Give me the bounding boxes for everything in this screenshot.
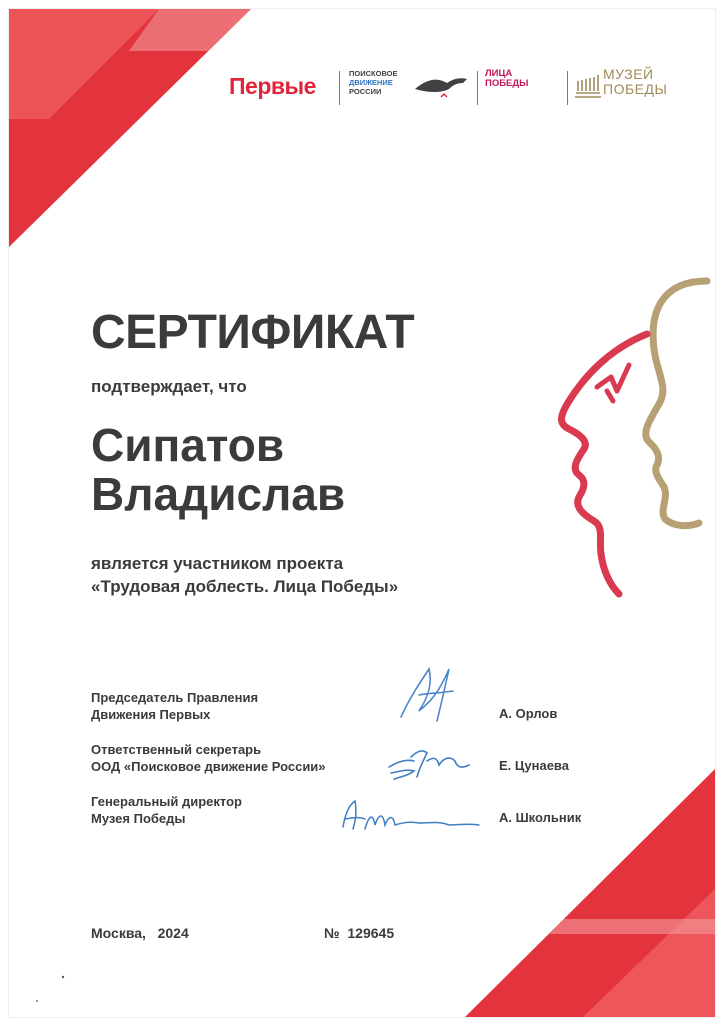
partner-logos	[223, 65, 693, 113]
signatory-row	[91, 793, 631, 845]
participation-statement	[91, 552, 398, 598]
signatory-role-line1: Генеральный директор	[91, 794, 242, 809]
logo-separator	[567, 71, 568, 105]
logo-muzei-line2: ПОБЕДЫ	[603, 81, 668, 97]
logo-poisk-line3: РОССИИ	[349, 87, 382, 96]
signatory-row	[91, 689, 631, 741]
signatory-role-line1: Ответственный секретарь	[91, 742, 262, 757]
participation-line1: является участником проекта	[91, 554, 344, 573]
bottom-right-pink-stripe	[549, 919, 715, 934]
logo-muzei-pobedy	[603, 67, 667, 97]
red-profile-line	[562, 334, 648, 594]
gold-profile-line	[646, 281, 707, 526]
logo-lica-line1: ЛИЦА	[485, 68, 513, 79]
logo-separator	[339, 71, 340, 105]
certificate-number: № 129645	[324, 925, 395, 941]
paper-speck	[36, 1000, 38, 1002]
logo-muzei-line1: МУЗЕЙ	[603, 66, 654, 82]
certificate-sheet	[8, 8, 716, 1018]
logo-separator	[477, 71, 478, 105]
signatory-role-line2: ООД «Поисковое движение России»	[91, 759, 326, 774]
logo-poiskovoe-dvizhenie	[349, 69, 398, 96]
city-and-year: Москва, 2024	[91, 925, 189, 941]
confirms-text: подтверждает, что	[91, 377, 247, 396]
logo-lica-pobedy	[485, 69, 563, 93]
signatory-name: Е. Цунаева	[499, 758, 569, 773]
logo-pervye: Первые	[229, 73, 316, 99]
crane-bird-icon	[413, 73, 473, 99]
logo-poisk-line1: ПОИСКОВОЕ	[349, 69, 398, 78]
paper-speck	[62, 976, 64, 978]
signatory-name: А. Школьник	[499, 810, 582, 825]
logo-lica-fineprint	[485, 89, 563, 93]
participation-project: «Трудовая доблесть. Лица Победы»	[91, 577, 399, 596]
red-profile-eye	[597, 365, 629, 401]
logo-lica-line2: ПОБЕДЫ	[485, 78, 529, 89]
signatory-role-line2: Музея Победы	[91, 811, 186, 826]
recipient-given-name: Владислав	[91, 468, 346, 520]
recipient-surname: Сипатов	[91, 419, 285, 471]
signatory-role	[91, 741, 326, 775]
signatory-role	[91, 793, 242, 827]
certificate-title: СЕРТИФИКАТ	[91, 306, 415, 359]
recipient-name	[91, 421, 345, 519]
signatory-role	[91, 689, 258, 723]
signatory-name: А. Орлов	[499, 706, 558, 721]
signatory-role-line2: Движения Первых	[91, 707, 211, 722]
museum-colonnade-icon	[573, 71, 603, 101]
signatories	[91, 689, 631, 845]
signatory-row	[91, 741, 631, 793]
signatory-role-line1: Председатель Правления	[91, 690, 259, 705]
logo-poisk-line2: ДВИЖЕНИЕ	[349, 78, 393, 87]
